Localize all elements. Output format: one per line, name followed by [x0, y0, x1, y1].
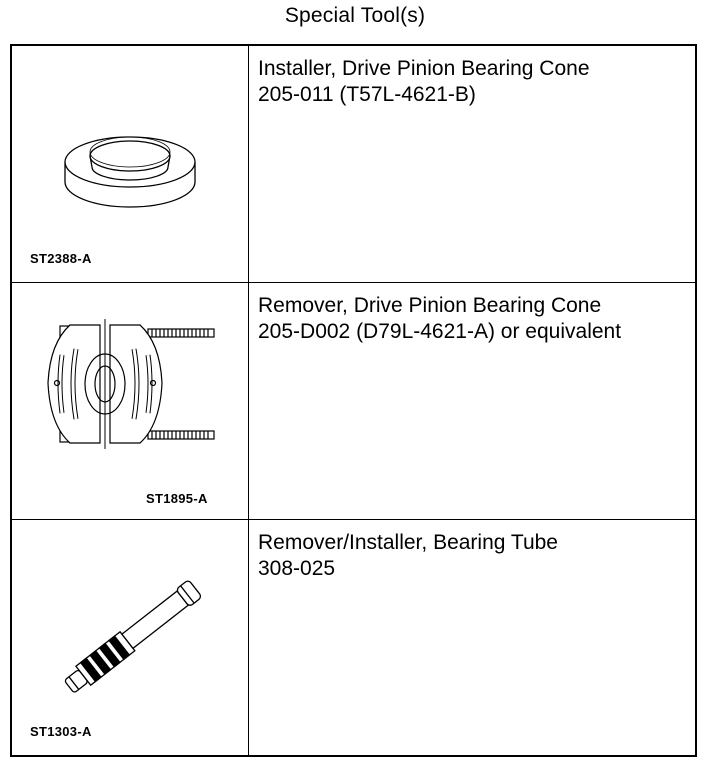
bearing-cone-remover-icon: [12, 283, 248, 519]
tool-description-cell: [258, 293, 691, 345]
tool-code-label: ST2388-A: [30, 251, 92, 266]
table-row: [12, 283, 695, 519]
special-tools-table: [10, 44, 697, 757]
tool-image-cell: [12, 283, 248, 519]
tool-part-number: 308-025: [258, 557, 336, 580]
tool-description-cell: [258, 530, 691, 582]
bearing-cone-installer-icon: [12, 46, 248, 282]
tool-code-label: ST1895-A: [146, 491, 208, 506]
tool-image-cell: [12, 520, 248, 755]
tool-name: Remover/Installer, Bearing Tube: [258, 531, 558, 554]
table-row: [12, 46, 695, 282]
page-title: Special Tool(s): [284, 4, 426, 27]
tool-code-label: ST1303-A: [30, 724, 92, 739]
tool-part-number: 205-011 (T57L-4621-B): [258, 83, 476, 106]
table-row: [12, 520, 695, 755]
tool-name: Installer, Drive Pinion Bearing Cone: [258, 57, 590, 80]
tool-image-cell: [12, 46, 248, 282]
tool-description-cell: [258, 56, 691, 108]
tool-part-number: 205-D002 (D79L-4621-A) or equivalent: [258, 320, 622, 343]
tool-name: Remover, Drive Pinion Bearing Cone: [258, 294, 602, 317]
bearing-tube-remover-installer-icon: [12, 520, 248, 755]
